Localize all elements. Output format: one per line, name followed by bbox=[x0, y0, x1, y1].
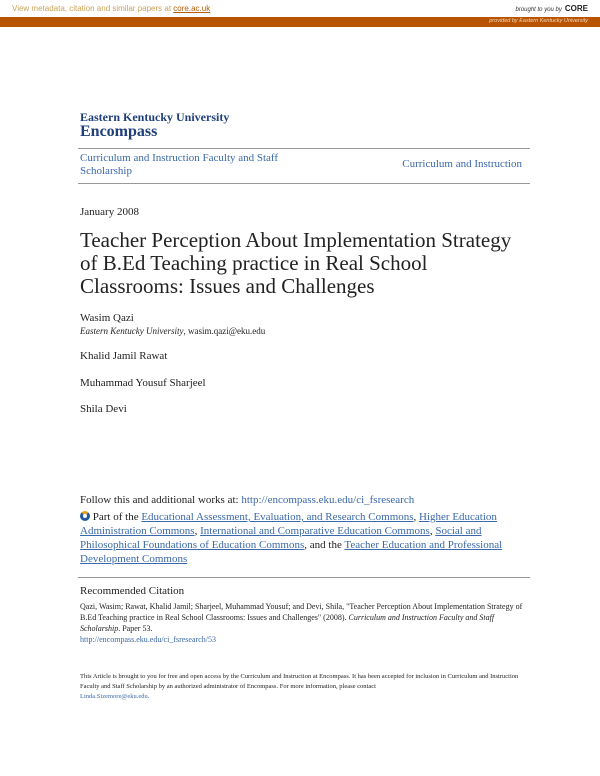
part-of-text: Part of the bbox=[92, 511, 142, 523]
publication-date: January 2008 bbox=[80, 206, 139, 218]
and-text: , and the bbox=[304, 539, 345, 551]
citation-text bbox=[80, 601, 525, 645]
citation-url-link[interactable]: http://encompass.eku.edu/ci_fsresearch/53 bbox=[80, 635, 216, 644]
divider bbox=[78, 577, 530, 578]
author-name: Muhammad Yousuf Sharjeel bbox=[80, 377, 206, 389]
citation-heading: Recommended Citation bbox=[80, 585, 185, 597]
author-affiliation bbox=[80, 326, 265, 336]
repository-name[interactable]: Encompass bbox=[80, 123, 158, 140]
commons-link[interactable]: Teacher Education and Professional Development Commons bbox=[80, 539, 503, 565]
author-name: Shila Devi bbox=[80, 403, 127, 415]
part-of-commons bbox=[80, 510, 525, 566]
collection-box bbox=[78, 148, 530, 184]
paper-title: Teacher Perception About Implementation Strategy of B.Ed Teaching practice in Real School Classrooms: Issues and Challenges bbox=[80, 228, 512, 298]
footer-notice bbox=[80, 672, 520, 702]
footer-end: . bbox=[147, 693, 150, 700]
brought-text: brought to you by bbox=[515, 7, 562, 13]
metadata-notice bbox=[12, 4, 210, 13]
collection-link[interactable]: Curriculum and Instruction Faculty and Staff Scholarship bbox=[80, 152, 279, 177]
commons-link[interactable]: International and Comparative Education Commons bbox=[200, 525, 430, 537]
footer-text: This Article is brought to you for free and open access by the Curriculum and Instruction at Encompass. It has been accepted for inclusion in Curriculum and Instruction Faculty and Staff Scholarship by an authorized administrator of Encompass. For more information, please contact bbox=[80, 673, 519, 690]
separator: , bbox=[429, 525, 436, 537]
commons-link[interactable]: Social and Philosophical Foundations of Education Commons bbox=[80, 525, 482, 551]
commons-link[interactable]: Educational Assessment, Evaluation, and Research Commons bbox=[141, 511, 414, 523]
follow-line bbox=[80, 494, 414, 506]
brought-by bbox=[516, 4, 589, 13]
core-logo[interactable]: CORE bbox=[564, 4, 588, 13]
contact-email-link[interactable]: Linda.Sizemore@eku.edu bbox=[80, 693, 148, 700]
author-email: , wasim.qazi@eku.edu bbox=[183, 326, 266, 336]
separator: , bbox=[413, 511, 420, 523]
author-name: Wasim Qazi bbox=[80, 312, 134, 324]
network-icon bbox=[80, 511, 90, 521]
department-link[interactable]: Curriculum and Instruction bbox=[402, 158, 522, 170]
citation-body: Qazi, Wasim; Rawat, Khalid Jamil; Sharjeel, Muhammad Yousuf; and Devi, Shila, "Teacher Perception About Implementation Strategy of B.Ed Teaching practice in Real School Classrooms: Issues and Challenges" (2008). bbox=[80, 602, 523, 622]
series-url-link[interactable]: http://encompass.eku.edu/ci_fsresearch bbox=[241, 494, 415, 506]
core-link[interactable]: core.ac.uk bbox=[173, 4, 211, 13]
follow-text: Follow this and additional works at: bbox=[80, 494, 242, 506]
metadata-text: View metadata, citation and similar papers at bbox=[12, 4, 174, 13]
university-name: Eastern Kentucky University bbox=[80, 110, 230, 124]
separator: , bbox=[194, 525, 201, 537]
citation-paper: . Paper 53. bbox=[118, 624, 153, 633]
commons-link[interactable]: Higher Education Administration Commons bbox=[80, 511, 497, 537]
author-name: Khalid Jamil Rawat bbox=[80, 350, 168, 362]
citation-series: Curriculum and Instruction Faculty and Staff Scholarship bbox=[80, 613, 495, 633]
provider-text: provided by Eastern Kentucky University bbox=[489, 18, 588, 24]
affiliation: Eastern Kentucky University bbox=[80, 326, 184, 336]
provider-bar bbox=[0, 17, 600, 27]
core-banner bbox=[0, 0, 600, 17]
